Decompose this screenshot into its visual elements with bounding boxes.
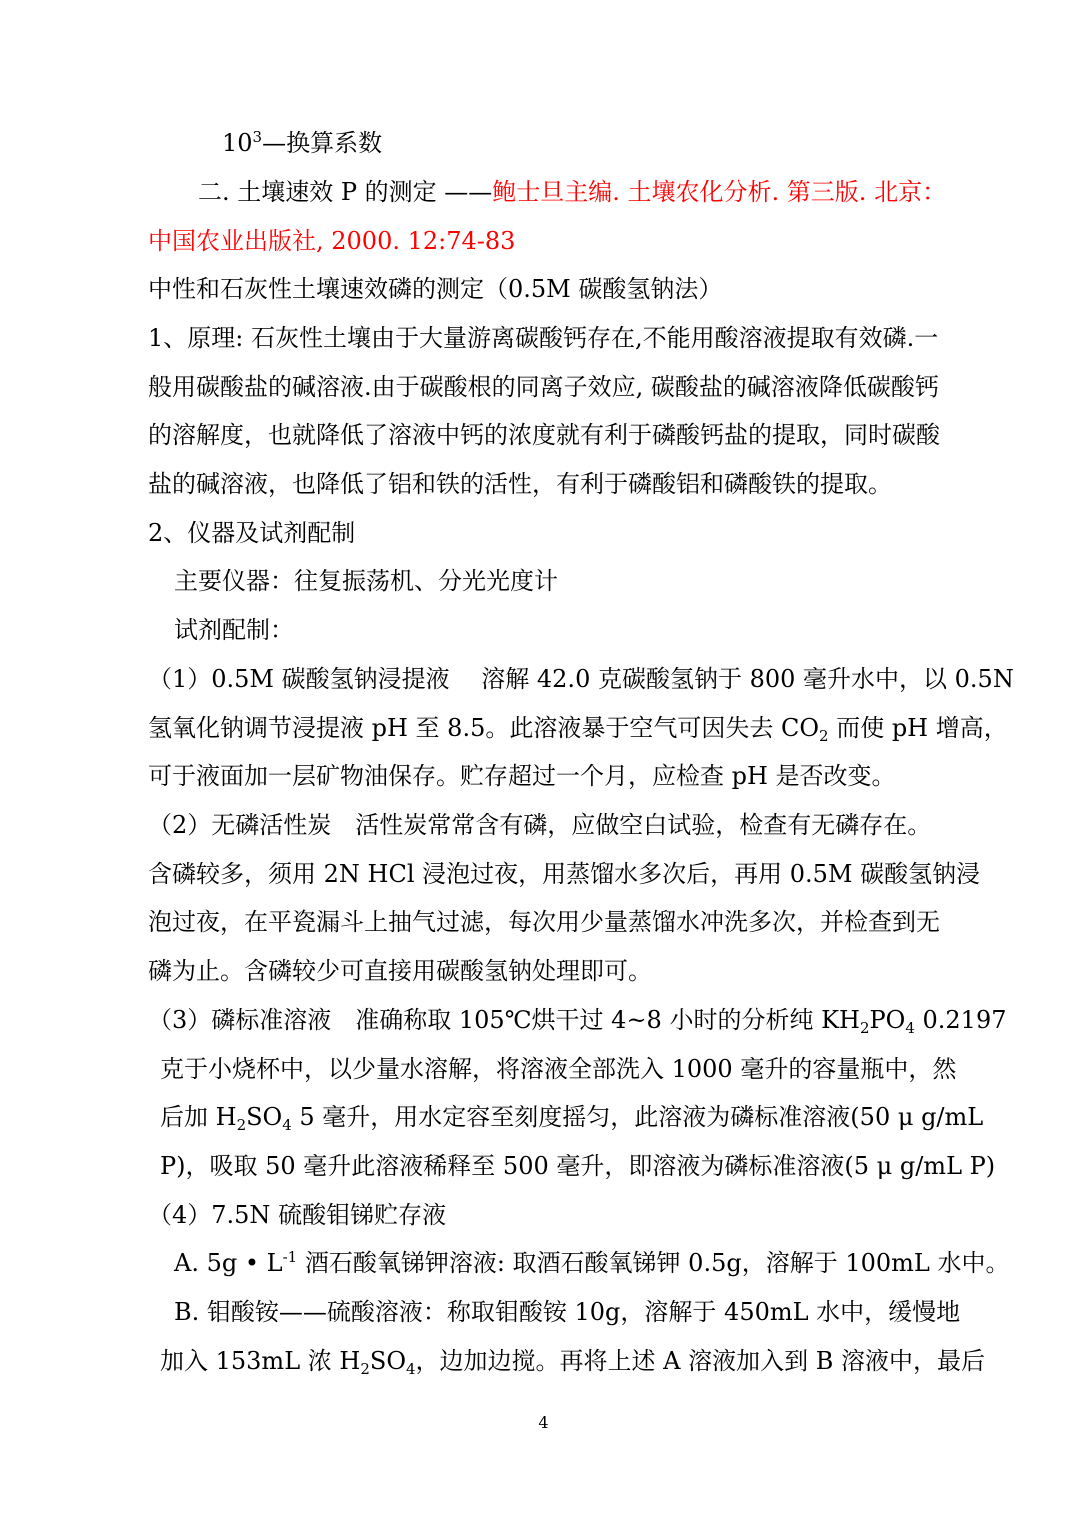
paragraph-line: P)，吸取 50 毫升此溶液稀释至 500 毫升，即溶液为磷标准溶液(5 μ g/mL P) [160,1152,996,1180]
subscript: 2 [819,727,829,745]
paragraph-line: 可于液面加一层矿物油保存。贮存超过一个月，应检查 pH 是否改变。 [148,762,896,790]
paragraph-line: 含磷较多，须用 2N HCl 浸泡过夜，用蒸馏水多次后，再用 0.5M 碳酸氢钠浸 [148,860,981,888]
subscript: 4 [905,1019,915,1037]
paragraph-line: （2）无磷活性炭 活性炭常常含有磷，应做空白试验，检查有无磷存在。 [148,811,932,839]
text-run: 后加 H [160,1103,237,1131]
instruments-line: 主要仪器：往复振荡机、分光光度计 [174,567,558,595]
reference-citation: 鲍士旦主编. 土壤农化分析. 第三版. 北京： [492,178,947,206]
subscript: 2 [236,1116,247,1134]
text-run: —换算系数 [262,129,383,157]
text-run: ，边加边搅。再将上述 A 溶液加入到 B 溶液中，最后 [415,1347,986,1375]
text-run: （3）磷标准溶液 准确称取 105℃烘干过 4~8 小时的分析纯 KH [148,1006,860,1034]
method-title: 中性和石灰性土壤速效磷的测定（0.5M 碳酸氢钠法） [148,275,723,303]
text-run: 氢氧化钠调节浸提液 pH 至 8.5。此溶液暴于空气可因失去 CO [148,714,820,742]
paragraph-line: （1）0.5M 碳酸氢钠浸提液 溶解 42.0 克碳酸氢钠于 800 毫升水中，以 0.5N [148,665,1014,693]
paragraph-line: 1、原理: 石灰性土壤由于大量游离碳酸钙存在,不能用酸溶液提取有效磷.一 [148,324,939,352]
text-run: 5 毫升，用水定容至刻度摇匀，此溶液为磷标准溶液(50 μ g/mL [291,1103,984,1131]
paragraph-line: 般用碳酸盐的碱溶液.由于碳酸根的同离子效应, 碳酸盐的碱溶液降低碳酸钙 [148,373,939,401]
line-conversion-factor [222,128,382,158]
text-run: A. 5g • L [174,1249,283,1277]
subscript: 2 [859,1019,870,1037]
page-number: 4 [538,1413,549,1432]
superscript: 3 [252,128,263,146]
section-heading [198,177,946,207]
text-run: 加入 153mL 浓 H [160,1347,361,1375]
paragraph-line [160,1346,985,1376]
paragraph-line [160,1102,983,1132]
paragraph-line: （4）7.5N 硫酸钼锑贮存液 [148,1201,447,1229]
paragraph-line [174,1248,1009,1278]
paragraph-line: 的溶解度，也就降低了溶液中钙的浓度就有利于磷酸钙盐的提取，同时碳酸 [148,421,940,449]
text-run: 0.2197 [914,1006,1007,1034]
paragraph-line: 克于小烧杯中，以少量水溶解，将溶液全部洗入 1000 毫升的容量瓶中，然 [160,1055,957,1083]
paragraph-line: B. 钼酸铵——硫酸溶液：称取钼酸铵 10g，溶解于 450mL 水中，缓慢地 [174,1298,961,1326]
reference-citation-cont: 中国农业出版社, 2000. 12:74-83 [148,227,516,255]
text-run: 10 [222,129,253,157]
paragraph-line: 磷为止。含磷较少可直接用碳酸氢钠处理即可。 [148,957,652,985]
subscript: 2 [360,1360,370,1378]
paragraph-line [148,713,1008,743]
superscript: -1 [282,1248,298,1266]
text-run: PO [869,1006,906,1034]
text-run: SO [246,1103,283,1131]
subscript: 4 [282,1116,292,1134]
reagents-heading: 试剂配制： [174,616,294,644]
paragraph-line [148,1005,1006,1035]
heading-text: 二. 土壤速效 P 的测定 —— [198,178,493,206]
text-run: 酒石酸氧锑钾溶液: 取酒石酸氧锑钾 0.5g，溶解于 100mL 水中。 [297,1249,1010,1277]
paragraph-line: 盐的碱溶液，也降低了铝和铁的活性，有利于磷酸铝和磷酸铁的提取。 [148,470,892,498]
subscript: 4 [406,1360,416,1378]
text-run: SO [369,1347,406,1375]
text-run: 而使 pH 增高， [828,714,1008,742]
paragraph-line: 泡过夜，在平瓷漏斗上抽气过滤，每次用少量蒸馏水冲洗多次，并检查到无 [148,908,940,936]
subsection-heading: 2、仪器及试剂配制 [148,519,356,547]
